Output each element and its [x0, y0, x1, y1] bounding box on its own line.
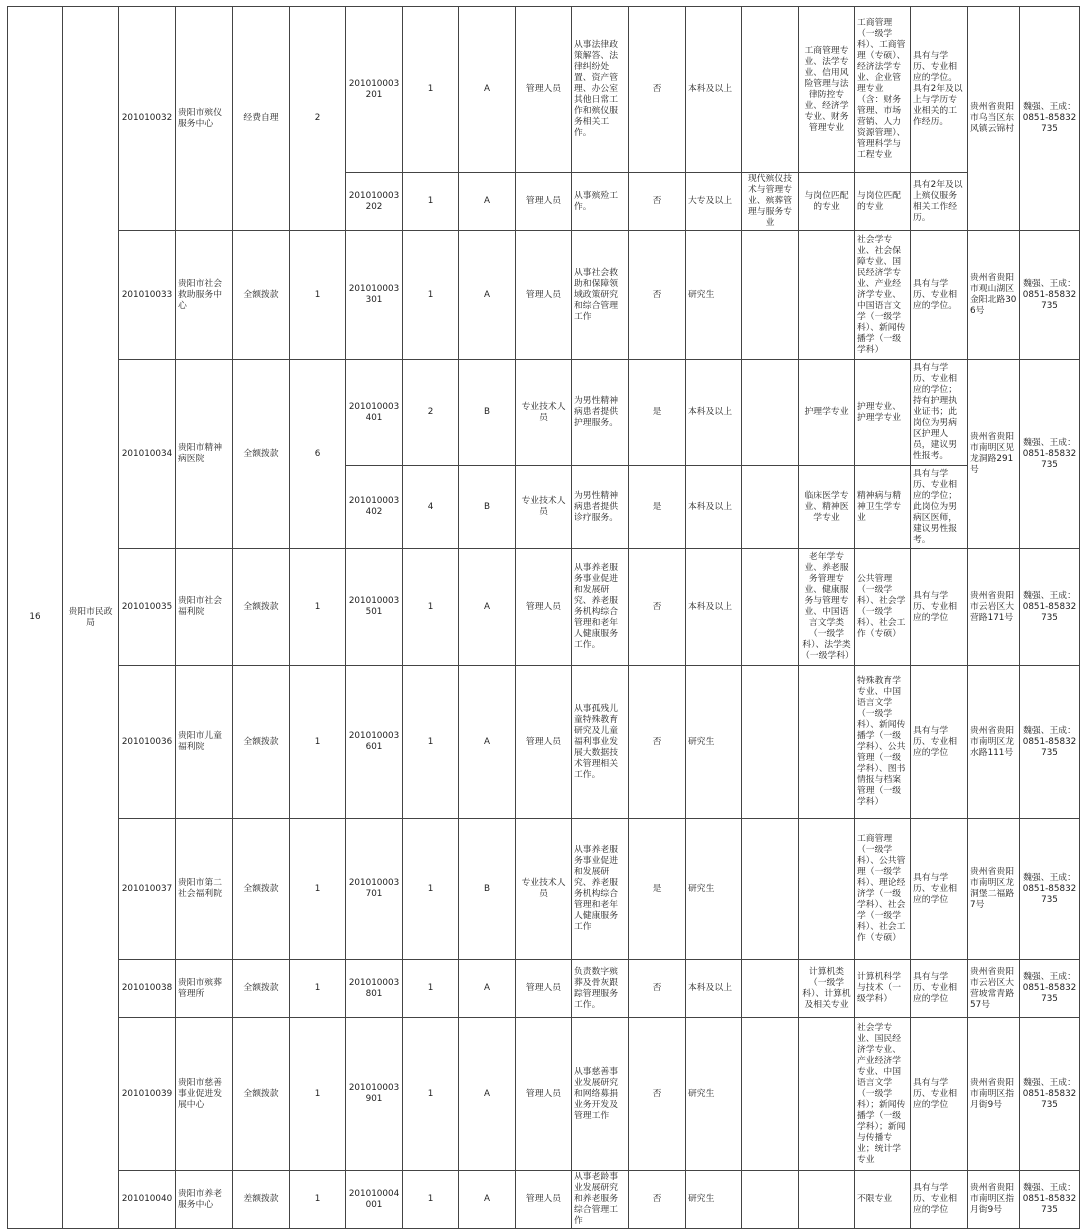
position-count-cell: 1 [403, 549, 459, 666]
position-code-cell: 201010004001 [346, 1171, 403, 1229]
other-requirements-cell: 具有与学历、专业相应的学位。具有2年及以上与学历专业相关的工作经历。 [911, 7, 968, 173]
table-row [8, 7, 1080, 173]
major-junior-college-cell [742, 960, 799, 1018]
unit-quota-cell: 2 [290, 7, 346, 231]
funding-type-cell: 全额拨款 [233, 231, 290, 360]
address-cell: 贵州省贵阳市南明区指月街9号 [968, 1171, 1020, 1229]
unit-name-cell: 贵阳市殡仪服务中心 [176, 7, 233, 231]
major-bachelor-cell: 临床医学专业、精神医学专业 [799, 466, 855, 549]
major-junior-college-cell: 现代殡仪技术与管理专业、殡葬管理与服务专业 [742, 173, 799, 231]
major-graduate-cell: 公共管理（一级学科）、社会学（一级学科）、社会工作（专硕） [855, 549, 911, 666]
unit-name-cell: 贵阳市慈善事业促进发展中心 [176, 1018, 233, 1171]
table-row [8, 666, 1080, 819]
position-count-cell: 4 [403, 466, 459, 549]
major-bachelor-cell: 与岗位匹配的专业 [799, 173, 855, 231]
major-graduate-cell: 计算机科学与技术（一级学科） [855, 960, 911, 1018]
position-code-cell: 201010003201 [346, 7, 403, 173]
position-code-cell: 201010003701 [346, 819, 403, 960]
position-duty-cell: 为男性精神病患者提供护理服务。 [572, 360, 629, 466]
position-count-cell: 1 [403, 666, 459, 819]
position-code-cell: 201010003401 [346, 360, 403, 466]
funding-type-cell: 差额拨款 [233, 1171, 290, 1229]
position-count-cell: 1 [403, 231, 459, 360]
new-graduate-cell: 否 [629, 960, 686, 1018]
education-cell: 本科及以上 [686, 960, 742, 1018]
unit-quota-cell: 1 [290, 1171, 346, 1229]
major-graduate-cell: 工商管理（一级学科）、公共管理（一级学科）、理论经济学（一级学科）、社会学（一级学科）、社会工作（专硕） [855, 819, 911, 960]
other-requirements-cell: 具有与学历、专业相应的学位；此岗位为男病区医师，建议男性报考。 [911, 466, 968, 549]
position-duty-cell: 从事养老服务事业促进和发展研究、养老服务机构综合管理和老年人健康服务工作。 [572, 549, 629, 666]
contact-cell: 魏强、王成：0851-85832735 [1020, 1171, 1080, 1229]
funding-type-cell: 全额拨款 [233, 960, 290, 1018]
major-graduate-cell: 与岗位匹配的专业 [855, 173, 911, 231]
other-requirements-cell: 具有与学历、专业相应的学位 [911, 1171, 968, 1229]
address-cell: 贵州省贵阳市云岩区大营坡常青路57号 [968, 960, 1020, 1018]
new-graduate-cell: 是 [629, 360, 686, 466]
position-count-cell: 1 [403, 819, 459, 960]
position-category-cell: A [459, 549, 516, 666]
new-graduate-cell: 是 [629, 466, 686, 549]
position-code-cell: 201010003202 [346, 173, 403, 231]
position-type-cell: 专业技术人员 [516, 360, 572, 466]
major-graduate-cell: 精神病与精神卫生学专业 [855, 466, 911, 549]
education-cell: 本科及以上 [686, 7, 742, 173]
new-graduate-cell: 否 [629, 666, 686, 819]
unit-quota-cell: 6 [290, 360, 346, 549]
major-bachelor-cell [799, 819, 855, 960]
unit-code-cell: 201010034 [119, 360, 176, 549]
table-row [8, 1018, 1080, 1171]
position-duty-cell: 从事孤残儿童特殊教育研究及儿童福利事业发展大数据技术管理相关工作。 [572, 666, 629, 819]
unit-name-cell: 贵阳市殡葬管理所 [176, 960, 233, 1018]
address-cell: 贵州省贵阳市乌当区东风镇云锦村 [968, 7, 1020, 231]
contact-cell: 魏强、王成：0851-85832735 [1020, 231, 1080, 360]
position-duty-cell: 负责数字殡葬及骨灰跟踪管理服务工作。 [572, 960, 629, 1018]
major-junior-college-cell [742, 7, 799, 173]
new-graduate-cell: 否 [629, 1018, 686, 1171]
major-bachelor-cell: 护理学专业 [799, 360, 855, 466]
unit-name-cell: 贵阳市社会救助服务中心 [176, 231, 233, 360]
position-type-cell: 管理人员 [516, 1171, 572, 1229]
recruitment-table [7, 6, 1080, 1229]
unit-code-cell: 201010035 [119, 549, 176, 666]
education-cell: 研究生 [686, 1018, 742, 1171]
position-duty-cell: 从事慈善事业发展研究和网络募捐业务开发及管理工作 [572, 1018, 629, 1171]
unit-code-cell: 201010038 [119, 960, 176, 1018]
funding-type-cell: 全额拨款 [233, 666, 290, 819]
position-type-cell: 专业技术人员 [516, 819, 572, 960]
position-duty-cell: 从事社会救助和保障领域政策研究和综合管理工作 [572, 231, 629, 360]
new-graduate-cell: 否 [629, 1171, 686, 1229]
major-bachelor-cell [799, 1018, 855, 1171]
address-cell: 贵州省贵阳市南明区见龙洞路291号 [968, 360, 1020, 549]
position-type-cell: 管理人员 [516, 666, 572, 819]
contact-cell: 魏强、王成：0851-85832735 [1020, 7, 1080, 231]
contact-cell: 魏强、王成：0851-85832735 [1020, 666, 1080, 819]
unit-code-cell: 201010037 [119, 819, 176, 960]
position-type-cell: 专业技术人员 [516, 466, 572, 549]
contact-cell: 魏强、王成：0851-85832735 [1020, 819, 1080, 960]
serial-number-cell: 16 [8, 7, 63, 1229]
table-row [8, 360, 1080, 466]
unit-quota-cell: 1 [290, 819, 346, 960]
position-code-cell: 201010003402 [346, 466, 403, 549]
unit-name-cell: 贵阳市养老服务中心 [176, 1171, 233, 1229]
table-body [8, 7, 1080, 1229]
new-graduate-cell: 是 [629, 819, 686, 960]
position-category-cell: A [459, 7, 516, 173]
position-type-cell: 管理人员 [516, 1018, 572, 1171]
new-graduate-cell: 否 [629, 173, 686, 231]
position-count-cell: 1 [403, 7, 459, 173]
funding-type-cell: 经费自理 [233, 7, 290, 231]
other-requirements-cell: 具有与学历、专业相应的学位 [911, 960, 968, 1018]
contact-cell: 魏强、王成：0851-85832735 [1020, 960, 1080, 1018]
other-requirements-cell: 具有与学历、专业相应的学位。 [911, 231, 968, 360]
major-junior-college-cell [742, 1171, 799, 1229]
address-cell: 贵州省贵阳市南明区龙洞堡二福路7号 [968, 819, 1020, 960]
education-cell: 研究生 [686, 231, 742, 360]
major-bachelor-cell [799, 666, 855, 819]
position-type-cell: 管理人员 [516, 960, 572, 1018]
funding-type-cell: 全额拨款 [233, 549, 290, 666]
position-duty-cell: 从事老龄事业发展研究和养老服务综合管理工作 [572, 1171, 629, 1229]
position-code-cell: 201010003901 [346, 1018, 403, 1171]
education-cell: 本科及以上 [686, 549, 742, 666]
major-bachelor-cell [799, 1171, 855, 1229]
education-cell: 本科及以上 [686, 466, 742, 549]
other-requirements-cell: 具有与学历、专业相应的学位 [911, 549, 968, 666]
contact-cell: 魏强、王成：0851-85832735 [1020, 360, 1080, 549]
major-graduate-cell: 社会学专业、社会保障专业、国民经济学专业、产业经济学专业、中国语言文学（一级学科）、新闻传播学（一级学科） [855, 231, 911, 360]
position-category-cell: A [459, 231, 516, 360]
major-graduate-cell: 工商管理（一级学科）、工商管理（专硕）、经济法学专业、企业管理专业（含：财务管理、市场营销、人力资源管理）、管理科学与工程专业 [855, 7, 911, 173]
major-graduate-cell: 护理专业、护理学专业 [855, 360, 911, 466]
major-graduate-cell: 社会学专业、国民经济学专业、产业经济学专业、中国语言文学（一级学科）；新闻传播学（一级学科）；新闻与传播专业；统计学专业 [855, 1018, 911, 1171]
unit-name-cell: 贵阳市第二社会福利院 [176, 819, 233, 960]
major-graduate-cell: 不限专业 [855, 1171, 911, 1229]
table-row [8, 549, 1080, 666]
other-requirements-cell: 具有与学历、专业相应的学位；持有护理执业证书；此岗位为男病区护理人员，建议男性报考。 [911, 360, 968, 466]
position-count-cell: 1 [403, 173, 459, 231]
major-junior-college-cell [742, 549, 799, 666]
position-code-cell: 201010003801 [346, 960, 403, 1018]
major-junior-college-cell [742, 1018, 799, 1171]
position-duty-cell: 为男性精神病患者提供诊疗服务。 [572, 466, 629, 549]
contact-cell: 魏强、王成：0851-85832735 [1020, 1018, 1080, 1171]
unit-code-cell: 201010040 [119, 1171, 176, 1229]
position-code-cell: 201010003501 [346, 549, 403, 666]
major-bachelor-cell: 老年学专业、养老服务管理专业、健康服务与管理专业、中国语言文学类（一级学科）、法学类（一级学科） [799, 549, 855, 666]
education-cell: 研究生 [686, 666, 742, 819]
table-row [8, 231, 1080, 360]
position-code-cell: 201010003301 [346, 231, 403, 360]
position-category-cell: B [459, 466, 516, 549]
unit-code-cell: 201010039 [119, 1018, 176, 1171]
position-category-cell: A [459, 173, 516, 231]
other-requirements-cell: 具有与学历、专业相应的学位 [911, 666, 968, 819]
new-graduate-cell: 否 [629, 549, 686, 666]
major-junior-college-cell [742, 466, 799, 549]
address-cell: 贵州省贵阳市云岩区大营路171号 [968, 549, 1020, 666]
position-count-cell: 2 [403, 360, 459, 466]
position-count-cell: 1 [403, 1018, 459, 1171]
funding-type-cell: 全额拨款 [233, 360, 290, 549]
major-junior-college-cell [742, 666, 799, 819]
new-graduate-cell: 否 [629, 231, 686, 360]
table-row [8, 1171, 1080, 1229]
unit-quota-cell: 1 [290, 231, 346, 360]
department-cell: 贵阳市民政局 [63, 7, 119, 1229]
major-bachelor-cell: 计算机类（一级学科）、计算机及相关专业 [799, 960, 855, 1018]
unit-quota-cell: 1 [290, 960, 346, 1018]
table-row [8, 819, 1080, 960]
position-duty-cell: 从事法律政策解答、法律纠纷处置、资产管理、办公室其他日常工作和殡仪服务相关工作。 [572, 7, 629, 173]
position-category-cell: A [459, 960, 516, 1018]
address-cell: 贵州省贵阳市南明区龙水路111号 [968, 666, 1020, 819]
other-requirements-cell: 具有与学历、专业相应的学位 [911, 819, 968, 960]
unit-code-cell: 201010036 [119, 666, 176, 819]
funding-type-cell: 全额拨款 [233, 1018, 290, 1171]
address-cell: 贵州省贵阳市南明区指月街9号 [968, 1018, 1020, 1171]
unit-quota-cell: 1 [290, 666, 346, 819]
position-type-cell: 管理人员 [516, 7, 572, 173]
position-category-cell: A [459, 666, 516, 819]
address-cell: 贵州省贵阳市观山湖区金阳北路306号 [968, 231, 1020, 360]
unit-name-cell: 贵阳市社会福利院 [176, 549, 233, 666]
funding-type-cell: 全额拨款 [233, 819, 290, 960]
position-count-cell: 1 [403, 1171, 459, 1229]
education-cell: 本科及以上 [686, 360, 742, 466]
unit-name-cell: 贵阳市儿童福利院 [176, 666, 233, 819]
major-junior-college-cell [742, 360, 799, 466]
education-cell: 大专及以上 [686, 173, 742, 231]
unit-code-cell: 201010032 [119, 7, 176, 231]
position-category-cell: B [459, 819, 516, 960]
unit-quota-cell: 1 [290, 549, 346, 666]
recruitment-table-container [7, 6, 1080, 1229]
position-duty-cell: 从事殡殓工作。 [572, 173, 629, 231]
major-junior-college-cell [742, 231, 799, 360]
unit-code-cell: 201010033 [119, 231, 176, 360]
position-category-cell: A [459, 1171, 516, 1229]
education-cell: 研究生 [686, 819, 742, 960]
position-category-cell: B [459, 360, 516, 466]
position-count-cell: 1 [403, 960, 459, 1018]
position-duty-cell: 从事养老服务事业促进和发展研究、养老服务机构综合管理和老年人健康服务工作 [572, 819, 629, 960]
contact-cell: 魏强、王成：0851-85832735 [1020, 549, 1080, 666]
new-graduate-cell: 否 [629, 7, 686, 173]
position-type-cell: 管理人员 [516, 231, 572, 360]
major-bachelor-cell: 工商管理专业、法学专业、信用风险管理与法律防控专业、经济学专业、财务管理专业 [799, 7, 855, 173]
education-cell: 研究生 [686, 1171, 742, 1229]
position-type-cell: 管理人员 [516, 549, 572, 666]
other-requirements-cell: 具有与学历、专业相应的学位 [911, 1018, 968, 1171]
position-category-cell: A [459, 1018, 516, 1171]
other-requirements-cell: 具有2年及以上殡仪服务相关工作经历。 [911, 173, 968, 231]
major-graduate-cell: 特殊教育学专业、中国语言文学（一级学科）、新闻传播学（一级学科）、公共管理（一级学科）、图书情报与档案管理（一级学科） [855, 666, 911, 819]
major-junior-college-cell [742, 819, 799, 960]
unit-name-cell: 贵阳市精神病医院 [176, 360, 233, 549]
unit-quota-cell: 1 [290, 1018, 346, 1171]
position-type-cell: 管理人员 [516, 173, 572, 231]
position-code-cell: 201010003601 [346, 666, 403, 819]
major-bachelor-cell [799, 231, 855, 360]
table-row [8, 960, 1080, 1018]
